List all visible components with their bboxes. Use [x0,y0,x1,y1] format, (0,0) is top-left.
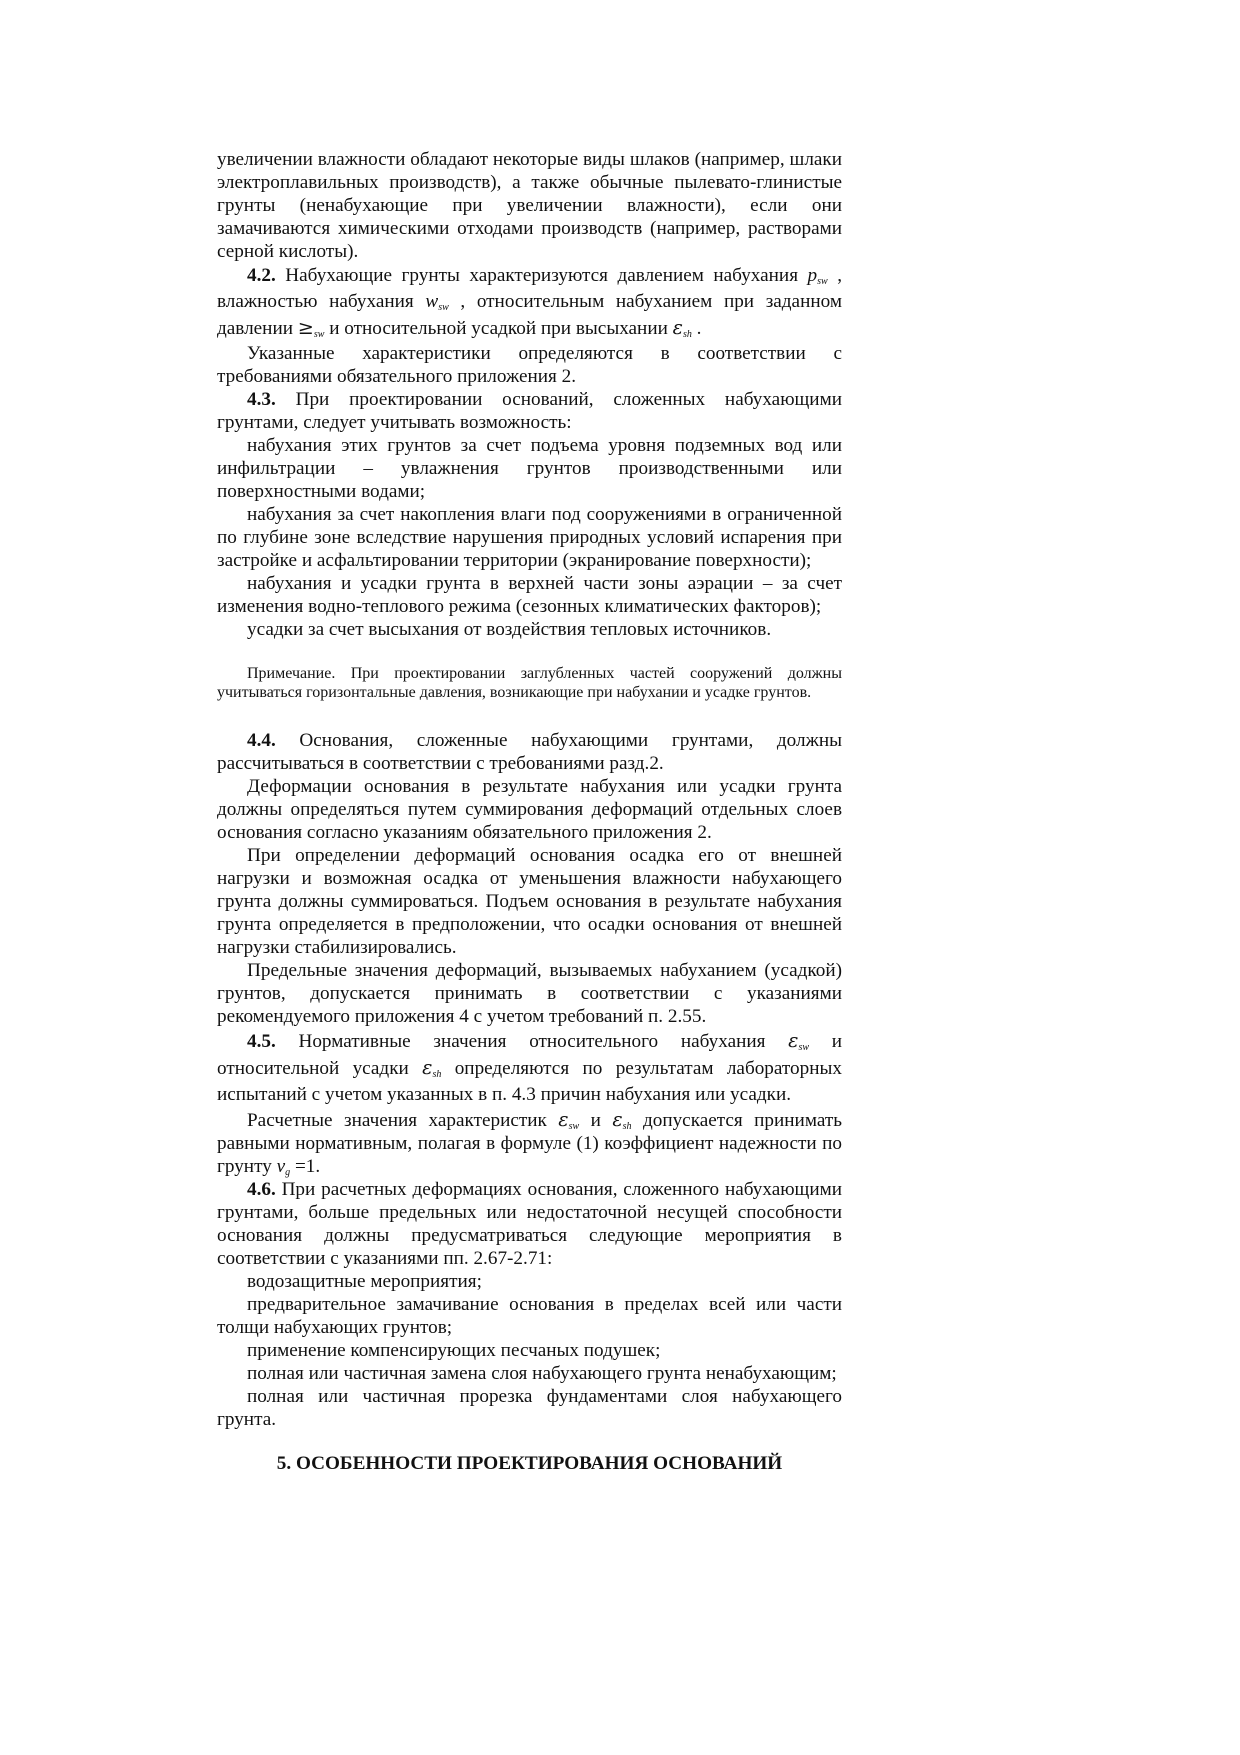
section-number: 4.3. [247,389,276,410]
section-heading-5: 5. ОСОБЕННОСТИ ПРОЕКТИРОВАНИЯ ОСНОВАНИЙ [276,1453,783,1474]
section-4-3: 4.3. При проектировании оснований, сложенных набухающими грунтами, следует учитывать возможность: [217,389,842,433]
section-number: 4.5. [247,1031,276,1052]
paragraph-intro: увеличении влажности обладают некоторые виды шлаков (например, шлаки электроплавильных производств), а также обычные пылевато-глинистые грунты (ненабухающие при увеличении влажности), если они замачиваются химическими отходами производств (например, растворами серной кислоты). [217,149,842,262]
section-4-4: 4.4. Основания, сложенные набухающими грунтами, должны рассчитываться в соответствии с требованиями разд.2. [217,730,842,774]
list-item: полная или частичная прорезка фундаментами слоя набухающего грунта. [217,1386,842,1430]
section-4-6: 4.6. При расчетных деформациях основания, сложенного набухающими грунтами, больше предельных или недостаточной несущей способности основания должны предусматриваться следующие мероприятия в соответствии с указаниями пп. 2.67-2.71: [217,1179,842,1269]
section-4-5: 4.5. Нормативные значения относительного набухания $\varepsilon_{sw}$ и относительной усадки $\varepsilon_{sh}$ определяются по результатам лабораторных испытаний с учетом указанных в п. 4.3 причин набухания или усадки. [217,1029,842,1105]
section-number: 4.2. [247,265,276,286]
list-item: набухания за счет накопления влаги под сооружениями в ограниченной по глубине зоне вследствие нарушения природных условий испарения при застройке и асфальтировании территории (экранирование поверхности); [217,504,842,571]
list-item: набухания этих грунтов за счет подъема уровня подземных вод или инфильтрации – увлажнения грунтов производственными или поверхностными водами; [217,435,842,502]
document-page [217,148,842,1475]
paragraph: При определении деформаций основания осадка его от внешней нагрузки и возможная осадка от уменьшения влажности набухающего грунта должны суммироваться. Подъем основания в результате набухания грунта определяется в предположении, что осадки основания от внешней нагрузки стабилизировались. [217,845,842,958]
list-item: полная или частичная замена слоя набухающего грунта ненабухающим; [247,1363,837,1384]
list-item: набухания и усадки грунта в верхней части зоны аэрации – за счет изменения водно-теплового режима (сезонных климатических факторов); [217,573,842,617]
paragraph: Предельные значения деформаций, вызываемых набуханием (усадкой) грунтов, допускается принимать в соответствии с указаниями рекомендуемого приложения 4 с учетом требований п. 2.55. [217,960,842,1027]
list-item: предварительное замачивание основания в пределах всей или части толщи набухающих грунтов; [217,1294,842,1338]
section-4-2: 4.2. Набухающие грунты характеризуются давлением набухания $p_{sw}$ , влажностью набухания $w_{sw}$ , относительным набуханием при заданном давлении $\ge_{sw}$ и относительной усадкой при высыхании $\varepsilon_{sh}$ . [217,265,843,340]
list-item: применение компенсирующих песчаных подушек; [247,1340,661,1361]
list-item: водозащитные мероприятия; [247,1271,482,1292]
section-number: 4.4. [247,730,276,751]
note: Примечание. При проектировании заглубленных частей сооружений должны учитываться горизонтальные давления, возникающие при набухании и усадке грунтов. [217,665,842,701]
paragraph: Деформации основания в результате набухания или усадки грунта должны определяться путем суммирования деформаций отдельных слоев основания согласно указаниям обязательного приложения 2. [217,776,842,843]
list-item: усадки за счет высыхания от воздействия тепловых источников. [247,619,772,640]
paragraph-4-5-b: Расчетные значения характеристик $\varepsilon_{sw}$ и $\varepsilon_{sh}$ допускается принимать равными нормативным, полагая в формуле (1) коэффициент надежности по грунту $v_g =1$. [217,1108,842,1178]
paragraph-4-2-b: Указанные характеристики определяются в соответствии с требованиями обязательного приложения 2. [217,343,842,387]
section-number: 4.6. [247,1179,276,1200]
